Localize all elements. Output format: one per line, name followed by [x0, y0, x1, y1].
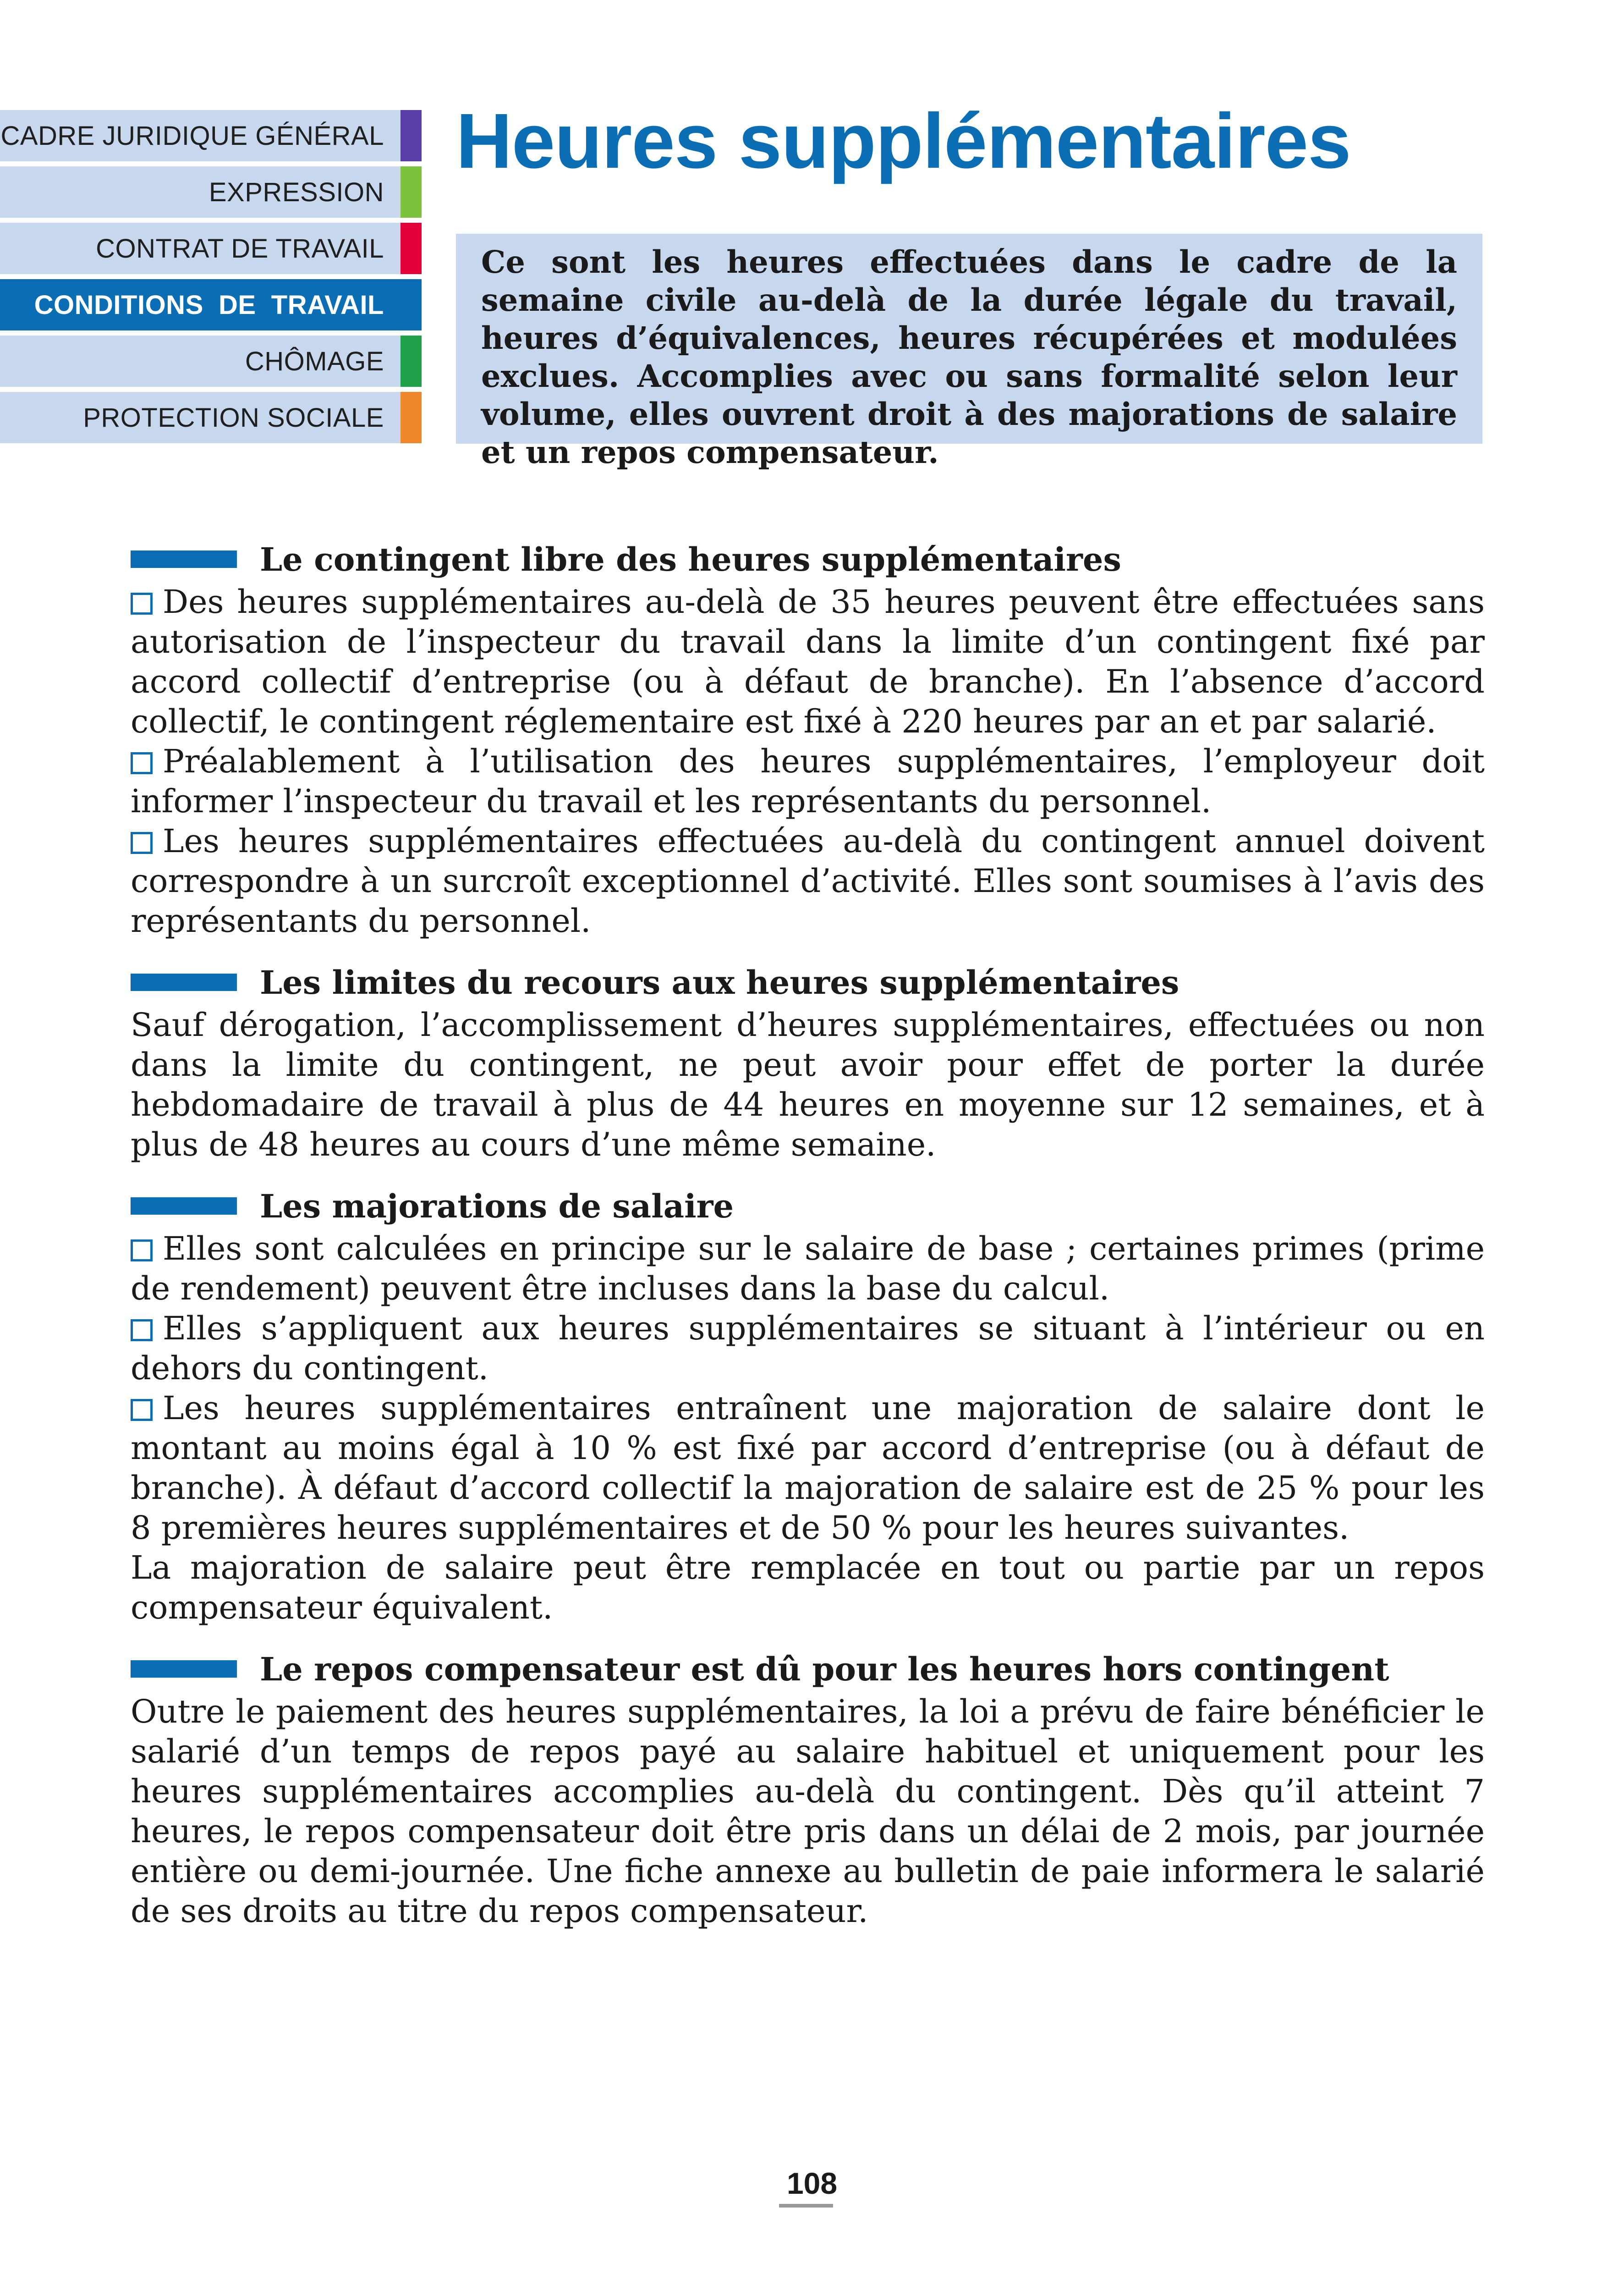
nav-item-conditions-de-travail[interactable] — [0, 279, 422, 330]
section-bar-marker — [131, 551, 237, 568]
paragraph — [131, 821, 1485, 941]
paragraph-text: Préalablement à l’utilisation des heures supplémentaires, l’employeur doit informer l’inspecteur du travail et les représentants du personnel. — [131, 743, 1485, 820]
paragraph-text: Les heures supplémentaires entraînent une majoration de salaire dont le montant au moins égal à 10 % est fixé par accord d’entreprise (ou à défaut de branche). À défaut d’accord collectif la majoration de salaire est de 25 % pour les 8 premières heures supplémentaires et de 50 % pour les heures suivantes. — [131, 1389, 1485, 1547]
paragraph — [131, 1388, 1485, 1548]
page-number: 108 — [786, 2166, 838, 2200]
nav-item-contrat-de-travail[interactable] — [0, 223, 422, 274]
section-title: Le repos compensateur est dû pour les heures hors contingent — [260, 1650, 1389, 1688]
nav-item-label: CHÔMAGE — [245, 346, 384, 376]
paragraph-text: Des heures supplémentaires au-delà de 35 heures peuvent être effectuées sans autorisation de l’inspecteur du travail dans la limite d’un contingent fixé par accord collectif d’entreprise (ou à défaut de branche). En l’absence d’accord collectif, le contingent réglementaire est fixé à 220 heures par an et par salarié. — [131, 583, 1485, 740]
section-heading — [131, 959, 1485, 1005]
section-nav — [0, 110, 422, 448]
section-bar-marker — [131, 1197, 237, 1215]
nav-item-label: CONTRAT DE TRAVAIL — [96, 233, 384, 264]
section-title: Le contingent libre des heures supplémentaires — [260, 540, 1121, 578]
nav-color-tab — [401, 166, 422, 218]
nav-item-label: CADRE JURIDIQUE GÉNÉRAL — [0, 121, 384, 151]
section-limites — [131, 959, 1485, 1165]
page-title: Heures supplémentaires — [456, 98, 1351, 185]
nav-color-tab — [401, 392, 422, 443]
section-title: Les majorations de salaire — [260, 1187, 734, 1225]
nav-color-tab — [401, 223, 422, 274]
paragraph: Outre le paiement des heures supplémentaires, la loi a prévu de faire bénéficier le salarié d’un temps de repos payé au salaire habituel et uniquement pour les heures supplémentaires accomplies au-delà du contingent. Dès qu’il atteint 7 heures, le repos compensateur doit être pris dans un délai de 2 mois, par journée entière ou demi-journée. Une fiche annexe au bulletin de paie informera le salarié de ses droits au titre du repos compensateur. — [131, 1693, 1485, 1930]
paragraph — [131, 1309, 1485, 1388]
paragraph-text: Elles sont calculées en principe sur le salaire de base ; certaines primes (prime de rendement) peuvent être incluses dans la base du calcul. — [131, 1230, 1485, 1307]
nav-item-cadre-juridique-general[interactable] — [0, 110, 422, 161]
paragraph: La majoration de salaire peut être remplacée en tout ou partie par un repos compensateur équivalent. — [131, 1549, 1485, 1626]
checkbox-bullet-icon — [131, 832, 153, 854]
paragraph-text: Elles s’appliquent aux heures supplémentaires se situant à l’intérieur ou en dehors du contingent. — [131, 1310, 1485, 1387]
checkbox-bullet-icon — [131, 1319, 153, 1341]
checkbox-bullet-icon — [131, 752, 153, 774]
checkbox-bullet-icon — [131, 1239, 153, 1261]
section-bar-marker — [131, 1660, 237, 1678]
nav-item-label: PROTECTION SOCIALE — [83, 402, 384, 433]
page-number-underline — [779, 2204, 833, 2208]
checkbox-bullet-icon — [131, 593, 153, 615]
nav-color-tab — [401, 110, 422, 161]
section-heading — [131, 536, 1485, 582]
section-heading — [131, 1183, 1485, 1229]
nav-item-chomage[interactable] — [0, 336, 422, 387]
nav-color-tab — [401, 279, 422, 330]
section-bar-marker — [131, 974, 237, 991]
nav-item-label: CONDITIONS DE TRAVAIL — [34, 290, 384, 320]
paragraph — [131, 582, 1485, 742]
nav-item-expression[interactable] — [0, 166, 422, 218]
nav-color-tab — [401, 336, 422, 387]
intro-summary: Ce sont les heures effectuées dans le cadre de la semaine civile au-delà de la durée légale du travail, heures d’équivalences, heures récupérées et modulées exclues. Accomplies avec ou sans formalité selon leur volume, elles ouvrent droit à des majorations de salaire et un repos compensateur. — [456, 234, 1482, 444]
section-contingent — [131, 536, 1485, 941]
nav-item-protection-sociale[interactable] — [0, 392, 422, 443]
paragraph — [131, 742, 1485, 821]
paragraph: Sauf dérogation, l’accomplissement d’heures supplémentaires, effectuées ou non dans la limite du contingent, ne peut avoir pour effet de porter la durée hebdomadaire de travail à plus de 44 heures en moyenne sur 12 semaines, et à plus de 48 heures au cours d’une même semaine. — [131, 1006, 1485, 1163]
nav-item-label: EXPRESSION — [208, 177, 384, 207]
section-heading — [131, 1646, 1485, 1692]
section-majorations — [131, 1183, 1485, 1628]
paragraph — [131, 1229, 1485, 1309]
section-repos-compensateur — [131, 1646, 1485, 1931]
checkbox-bullet-icon — [131, 1399, 153, 1421]
paragraph-text: Les heures supplémentaires effectuées au-delà du contingent annuel doivent correspondre à un surcroît exceptionnel d’activité. Elles sont soumises à l’avis des représentants du personnel. — [131, 822, 1485, 940]
section-title: Les limites du recours aux heures supplémentaires — [260, 963, 1180, 1002]
main-content — [131, 536, 1485, 1949]
